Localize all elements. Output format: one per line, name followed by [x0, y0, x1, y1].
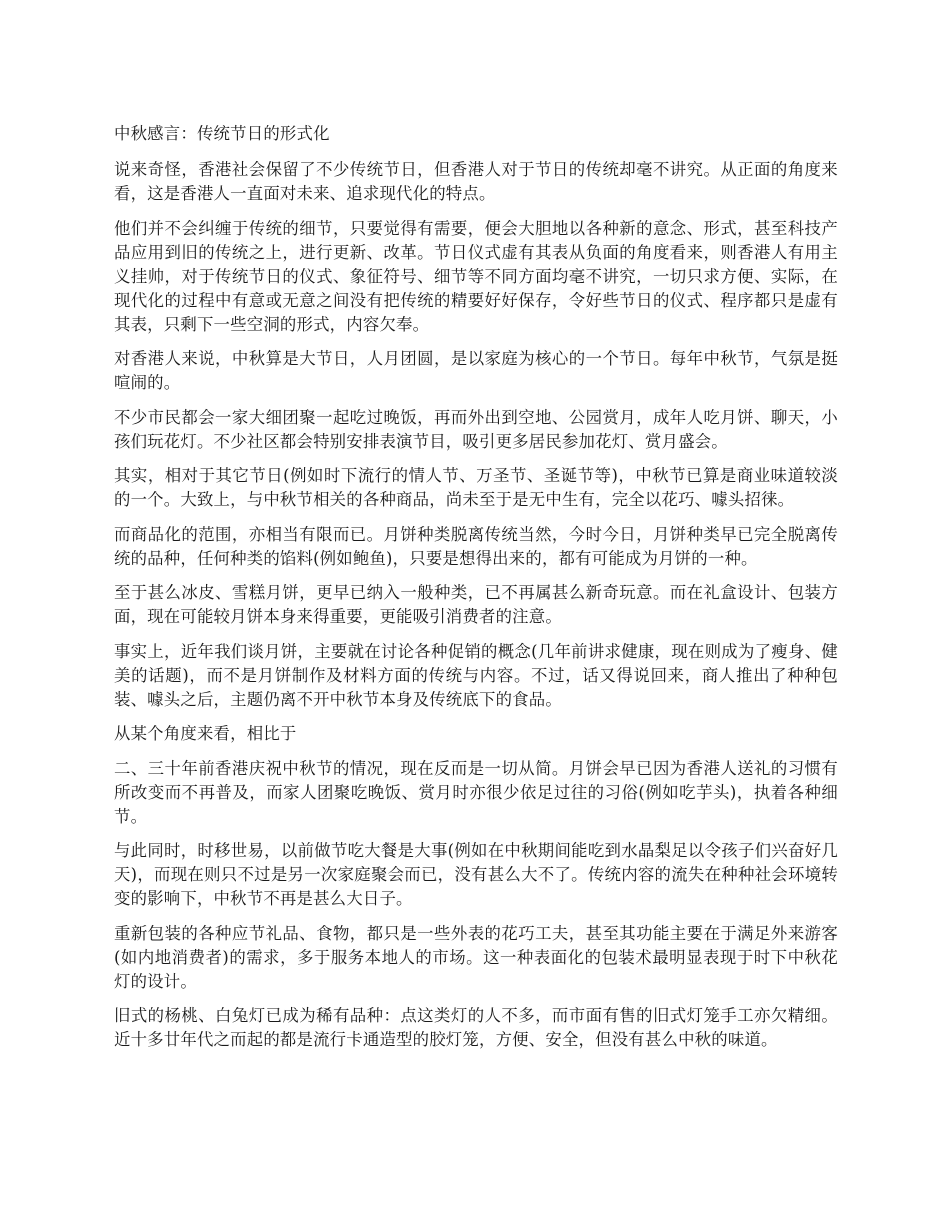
paragraph-1: 说来奇怪，香港社会保留了不少传统节日，但香港人对于节日的传统却毫不讲究。从正面的角度来看，这是香港人一直面对未来、追求现代化的特点。	[114, 160, 838, 203]
paragraph-2: 他们并不会纠缠于传统的细节，只要觉得有需要，便会大胆地以各种新的意念、形式，甚至科技产品应用到旧的传统之上，进行更新、改革。节日仪式虚有其表从负面的角度看来，则香港人有用主义挂帅，对于传统节日的仪式、象征符号、细节等不同方面均毫不讲究，一切只求方便、实际，在现代化的过程中有意或无意之间没有把传统的精要好好保存，令好些节日的仪式、程序都只是虚有其表，只剩下一些空洞的形式，内容欠奉。	[114, 218, 838, 334]
paragraph-4: 不少市民都会一家大细团聚一起吃过晚饭，再而外出到空地、公园赏月，成年人吃月饼、聊天，小孩们玩花灯。不少社区都会特别安排表演节目，吸引更多居民参加花灯、赏月盛会。	[114, 407, 838, 451]
paragraph-8: 事实上，近年我们谈月饼，主要就在讨论各种促销的概念(几年前讲求健康，现在则成为了瘦身、健美的话题)，而不是月饼制作及材料方面的传统与内容。不过，话又得说回来，商人推出了种种包装、噱头之后，主题仍离不开中秋节本身及传统底下的食品。	[114, 641, 838, 709]
paragraph-11: 与此同时，时移世易，以前做节吃大餐是大事(例如在中秋期间能吃到水晶梨足以令孩子们兴奋好几天)，而现在则只不过是另一次家庭聚会而已，没有甚么大不了。传统内容的流失在种种社会环境转变的影响下，中秋节不再是甚么大日子。	[114, 841, 838, 908]
paragraph-5: 其实，相对于其它节日(例如时下流行的情人节、万圣节、圣诞节等)，中秋节已算是商业味道较淡的一个。大致上，与中秋节相关的各种商品，尚未至于是无中生有，完全以花巧、噱头招徕。	[114, 466, 838, 509]
document-page	[114, 122, 838, 1063]
paragraph-3: 对香港人来说，中秋算是大节日，人月团圆，是以家庭为核心的一个节日。每年中秋节，气氛是挺喧闹的。	[114, 349, 838, 392]
paragraph-9: 从某个角度来看，相比于	[114, 724, 297, 743]
document-title: 中秋感言：传统节日的形式化	[114, 124, 330, 143]
paragraph-6: 而商品化的范围，亦相当有限而已。月饼种类脱离传统当然，今时今日，月饼种类早已完全脱离传统的品种，任何种类的馅料(例如鲍鱼)，只要是想得出来的，都有可能成为月饼的一种。	[114, 524, 838, 568]
paragraph-12: 重新包装的各种应节礼品、食物，都只是一些外表的花巧工夫，甚至其功能主要在于满足外来游客(如内地消费者)的需求，多于服务本地人的市场。这一种表面化的包装术最明显表现于时下中秋花灯的设计。	[114, 923, 838, 991]
paragraph-13: 旧式的杨桃、白兔灯已成为稀有品种：点这类灯的人不多，而市面有售的旧式灯笼手工亦欠精细。近十多廿年代之而起的都是流行卡通造型的胶灯笼，方便、安全，但没有甚么中秋的味道。	[114, 1006, 838, 1049]
paragraph-10: 二、三十年前香港庆祝中秋节的情况，现在反而是一切从简。月饼会早已因为香港人送礼的习惯有所改变而不再普及，而家人团聚吃晚饭、赏月时亦很少依足过往的习俗(例如吃芋头)，执着各种细节。	[114, 758, 838, 826]
paragraph-7: 至于甚么冰皮、雪糕月饼，更早已纳入一般种类，已不再属甚么新奇玩意。而在礼盒设计、包装方面，现在可能较月饼本身来得重要，更能吸引消费者的注意。	[114, 583, 838, 626]
